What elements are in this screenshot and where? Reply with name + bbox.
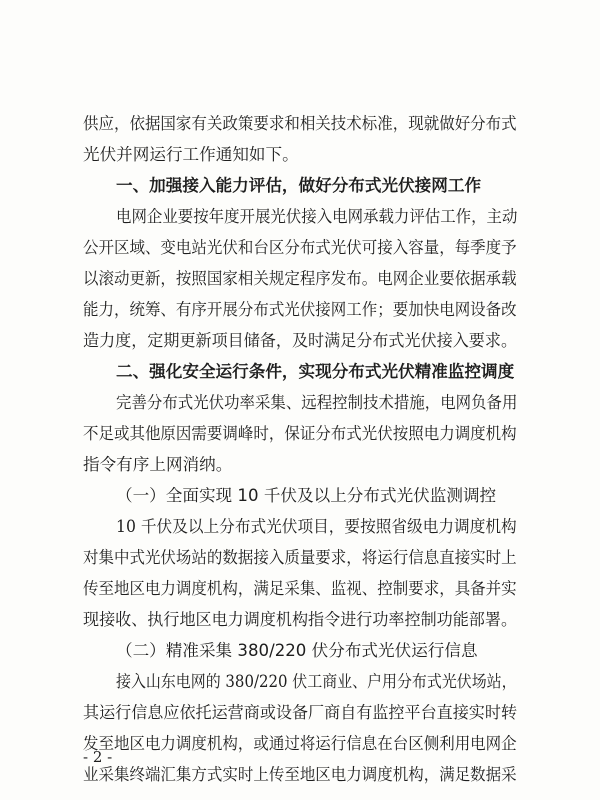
text-line: 能力，统筹、有序开展分布式光伏接网工作；要加快电网设备改 <box>83 300 517 319</box>
text-line: 公开区域、变电站光伏和台区分布式光伏可接入容量，每季度予 <box>83 238 517 257</box>
text-line: 传至地区电力调度机构，满足采集、监视、控制要求，具备并实 <box>83 579 517 598</box>
text-line: 光伏并网运行工作通知如下。 <box>83 145 299 164</box>
subsection-heading-1: （一）全面实现 10 千伏及以上分布式光伏监测调控 <box>116 486 497 505</box>
page-number: - 2 - <box>83 748 113 766</box>
section-heading-1: 一、加强接入能力评估，做好分布式光伏接网工作 <box>116 176 482 195</box>
text-line: 造力度，定期更新项目储备，及时满足分布式光伏接入要求。 <box>83 331 518 350</box>
section-heading-2: 二、强化安全运行条件，实现分布式光伏精准监控调度 <box>116 362 515 381</box>
text-line: 完善分布式光伏功率采集、远程控制技术措施，电网负备用 <box>116 393 518 412</box>
text-line: 电网企业要按年度开展光伏接入电网承载力评估工作，主动 <box>116 207 518 226</box>
text-line: 接入山东电网的 380/220 伏工商业、户用分布式光伏场站， <box>116 672 517 691</box>
text-line: 发至地区电力调度机构，或通过将运行信息在台区侧利用电网企 <box>83 734 517 753</box>
text-line: 对集中式光伏场站的数据接入质量要求，将运行信息直接实时上 <box>83 548 517 567</box>
text-line: 供应，依据国家有关政策要求和相关技术标准，现就做好分布式 <box>83 114 517 133</box>
text-line: 现接收、执行地区电力调度机构指令进行功率控制功能部署。 <box>83 610 518 629</box>
text-line: 不足或其他原因需要调峰时，保证分布式光伏按照电力调度机构 <box>83 424 517 443</box>
subsection-heading-2: （二）精准采集 380/220 伏分布式光伏运行信息 <box>116 641 478 660</box>
text-line: 业采集终端汇集方式实时上传至地区电力调度机构，满足数据采 <box>83 765 517 784</box>
text-line: 以滚动更新，按照国家相关规定程序发布。电网企业要依据承载 <box>83 269 517 288</box>
text-line: 其运行信息应依托运营商或设备厂商自有监控平台直接实时转 <box>83 703 518 722</box>
text-line: 指令有序上网消纳。 <box>83 455 233 474</box>
text-line: 10 千伏及以上分布式光伏项目，要按照省级电力调度机构 <box>116 517 517 536</box>
